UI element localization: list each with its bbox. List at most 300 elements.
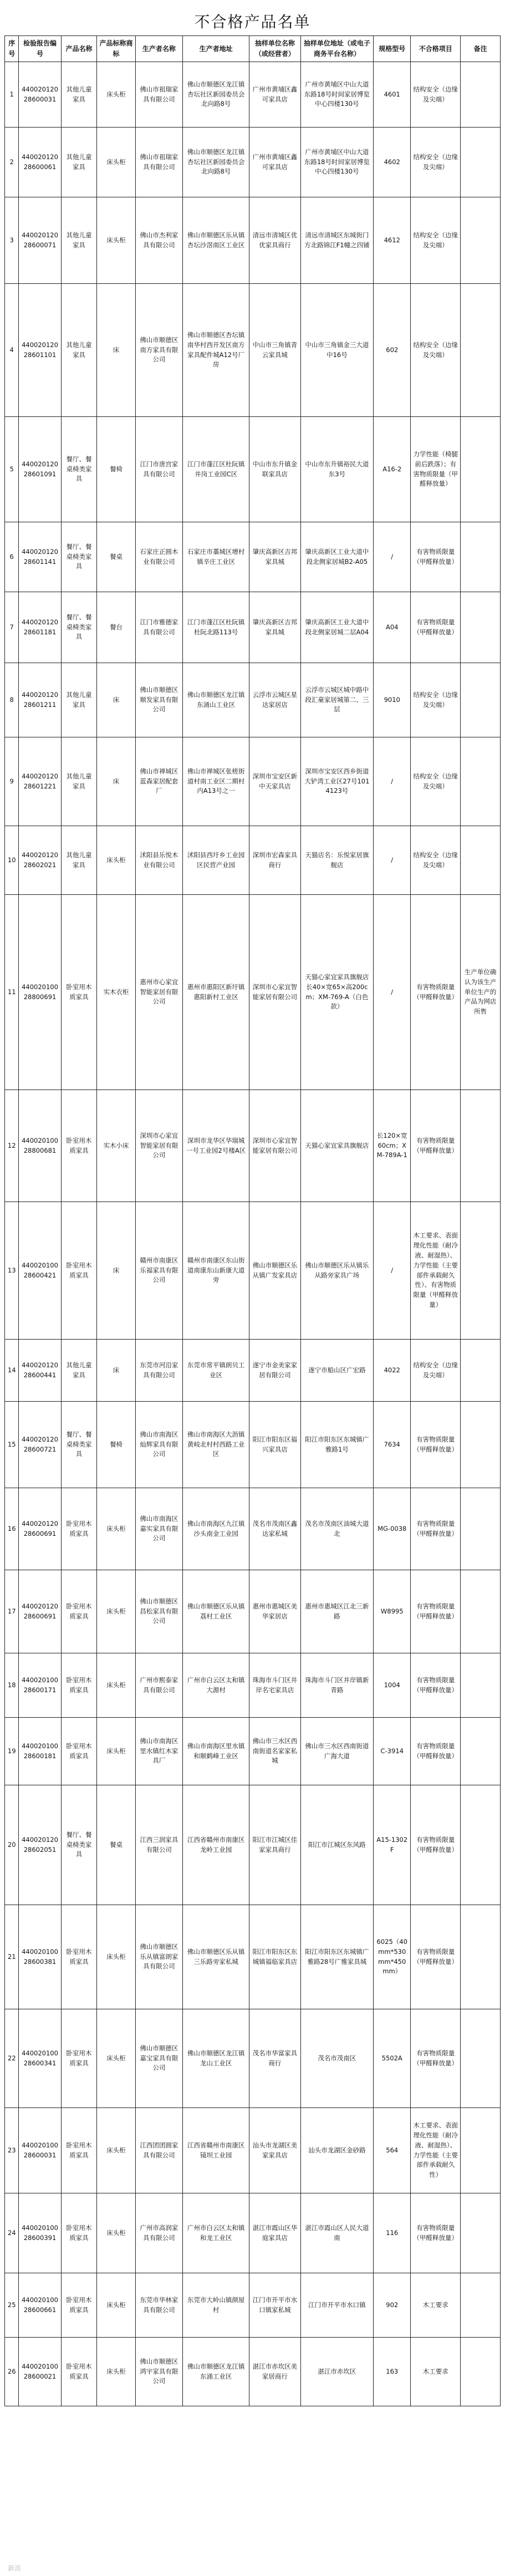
cell-sampled-address: 佛山市顺德区乐从镇乐从路旁家具广场 <box>300 1202 374 1340</box>
cell-failed-items: 有害物质限量（甲醛释放量） <box>411 1905 461 2009</box>
cell-sampled-address: 江门市开平市水口镇 <box>300 2273 374 2338</box>
cell-remarks <box>461 2108 501 2193</box>
cell-remarks <box>461 1718 501 1785</box>
cell-product-name: 餐厅、餐桌椅类家具 <box>61 1785 97 1905</box>
cell-index: 16 <box>5 1488 19 1570</box>
cell-producer-address: 佛山市顺德区龙江镇东涌工业区 <box>183 2338 249 2406</box>
cell-failed-items: 力学性能（椅腿前后跌落）；有害物质限量（甲醛释放量） <box>411 417 461 522</box>
header-report-no: 检验报告编号 <box>19 36 61 62</box>
cell-report-no: 440020100 28600181 <box>19 1718 61 1785</box>
header-index: 序号 <box>5 36 19 62</box>
cell-producer: 广州市熙泰家具有限公司 <box>135 1653 182 1718</box>
table-row <box>5 2273 501 2338</box>
cell-producer: 佛山市祖瑞家具有限公司 <box>135 62 182 128</box>
cell-sampled-unit: 汕头市龙湖区美家家具店 <box>249 2108 300 2193</box>
cell-model: C-3914 <box>374 1718 411 1785</box>
cell-brand: 餐椅 <box>97 417 135 522</box>
header-brand: 产品标称商标 <box>97 36 135 62</box>
cell-remarks <box>461 1340 501 1402</box>
cell-report-no: 440020120 28601141 <box>19 522 61 592</box>
cell-report-no: 440020100 28600171 <box>19 1653 61 1718</box>
cell-failed-items: 有害物质限量（甲醛释放量） <box>411 522 461 592</box>
cell-producer: 佛山市顺德区鸿宇家具有限公司 <box>135 2338 182 2406</box>
cell-remarks <box>461 2273 501 2338</box>
cell-producer: 惠州市心家宜智能家居有限公司 <box>135 895 182 1090</box>
cell-remarks <box>461 1653 501 1718</box>
cell-failed-items: 有害物质限量（甲醛释放量） <box>411 1570 461 1653</box>
cell-remarks <box>461 1402 501 1488</box>
cell-product-name: 卧室用木质家具 <box>61 2108 97 2193</box>
cell-sampled-unit: 深圳市宏森家具商行 <box>249 826 300 895</box>
cell-sampled-address: 茂名市茂南区油城大道北 <box>300 1488 374 1570</box>
header-sampled-unit: 抽样单位名称（或经营者） <box>249 36 300 62</box>
cell-report-no: 440020120 28602051 <box>19 1785 61 1905</box>
cell-model: 9010 <box>374 663 411 737</box>
cell-brand: 餐椅 <box>97 1402 135 1488</box>
header-producer: 生产者名称 <box>135 36 182 62</box>
cell-producer: 佛山市杰利家具有限公司 <box>135 197 182 284</box>
cell-model: 4612 <box>374 197 411 284</box>
cell-sampled-unit: 珠海市斗门区井岸名宅家具店 <box>249 1653 300 1718</box>
cell-model: A04 <box>374 592 411 663</box>
cell-sampled-address: 湛江市霞山区人民大道南 <box>300 2193 374 2273</box>
cell-sampled-unit: 清远市清城区优优家具商行 <box>249 197 300 284</box>
cell-remarks <box>461 1202 501 1340</box>
cell-sampled-unit: 遂宁市金美家家居有限公司 <box>249 1340 300 1402</box>
cell-remarks: 生产单位确认为该生产单位生产的产品为网店所售 <box>461 895 501 1090</box>
cell-model: 7634 <box>374 1402 411 1488</box>
header-product-name: 产品名称 <box>61 36 97 62</box>
cell-producer: 佛山市南海区灿辉家具有限公司 <box>135 1402 182 1488</box>
cell-index: 20 <box>5 1785 19 1905</box>
cell-producer: 佛山市祖瑞家具有限公司 <box>135 128 182 197</box>
cell-product-name: 卧室用木质家具 <box>61 1718 97 1785</box>
cell-sampled-unit: 阳江市阳东区东城镇福临家具店 <box>249 1905 300 2009</box>
table-row <box>5 1488 501 1570</box>
cell-failed-items: 有害物质限量（甲醛释放量） <box>411 1488 461 1570</box>
cell-report-no: 440020120 28602021 <box>19 826 61 895</box>
cell-producer-address: 佛山市顺德区杏坛镇南华村西开发区南方家具配件城A12号厂房 <box>183 284 249 417</box>
cell-producer: 佛山市顺德区乐从镇富朗家具有限公司 <box>135 1905 182 2009</box>
cell-producer-address: 广州市白云区太和镇大源村 <box>183 1653 249 1718</box>
cell-brand: 床头柜 <box>97 2338 135 2406</box>
cell-report-no: 440020100 28600391 <box>19 2193 61 2273</box>
cell-model: MG-0038 <box>374 1488 411 1570</box>
cell-failed-items: 结构安全（边缘及尖端） <box>411 1340 461 1402</box>
cell-failed-items: 有害物质限量（甲醛释放量） <box>411 1718 461 1785</box>
cell-report-no: 440020120 28600691 <box>19 1488 61 1570</box>
cell-producer-address: 佛山市禅城区张槎街道村南工业区二期村内A13号之一 <box>183 737 249 826</box>
table-row <box>5 2338 501 2406</box>
cell-brand: 实木衣柜 <box>97 895 135 1090</box>
cell-model: / <box>374 737 411 826</box>
cell-brand: 床 <box>97 1202 135 1340</box>
cell-index: 11 <box>5 895 19 1090</box>
cell-product-name: 其他儿童家具 <box>61 197 97 284</box>
cell-sampled-address: 广州市黄埔区中山大道东路18号时间家居博览中心四楼130号 <box>300 128 374 197</box>
cell-model: 1004 <box>374 1653 411 1718</box>
cell-report-no: 440020100 28600421 <box>19 1202 61 1340</box>
cell-producer: 广州市高润家具有限公司 <box>135 2193 182 2273</box>
cell-report-no: 440020120 28600071 <box>19 197 61 284</box>
table-row <box>5 826 501 895</box>
cell-model: / <box>374 895 411 1090</box>
table-row <box>5 1402 501 1488</box>
table-row <box>5 1202 501 1340</box>
table-body <box>5 62 501 2406</box>
cell-brand: 床头柜 <box>97 2273 135 2338</box>
cell-product-name: 其他儿童家具 <box>61 284 97 417</box>
cell-sampled-address: 中山市东升镇裕民大道东3号 <box>300 417 374 522</box>
cell-report-no: 440020100 28600341 <box>19 2009 61 2108</box>
table-row <box>5 2193 501 2273</box>
cell-sampled-address: 遂宁市船山区广宏路 <box>300 1340 374 1402</box>
cell-sampled-address: 汕头市龙湖区金砂路 <box>300 2108 374 2193</box>
cell-remarks <box>461 2338 501 2406</box>
cell-report-no: 440020100 28600021 <box>19 2338 61 2406</box>
cell-sampled-address: 云浮市云城区城中路中段汇豪家居城第二、三层 <box>300 663 374 737</box>
table-row <box>5 2009 501 2108</box>
cell-failed-items: 木工要求、表面理化性能（耐冷液、耐湿热）、力学性能（主要部件承载耐久性）、有害物质限量（甲醛释放量） <box>411 1202 461 1340</box>
cell-brand: 床 <box>97 737 135 826</box>
cell-producer-address: 佛山市顺德区乐从镇三乐路旁家私城 <box>183 1905 249 2009</box>
cell-producer-address: 佛山市南海区大沥镇黄岐北村村西路工业区 <box>183 1402 249 1488</box>
cell-producer-address: 东莞市大岭山镇颜屋村 <box>183 2273 249 2338</box>
cell-sampled-address: 肇庆高新区工业大道中段北侧家居城二层A04 <box>300 592 374 663</box>
cell-failed-items: 结构安全（边缘及尖端） <box>411 128 461 197</box>
cell-producer-address: 佛山市顺德区龙江镇龙山工业区 <box>183 2009 249 2108</box>
cell-remarks <box>461 663 501 737</box>
table-row <box>5 1905 501 2009</box>
cell-producer-address: 石家庄市藁城区增村镇辛庄工业区 <box>183 522 249 592</box>
cell-remarks <box>461 592 501 663</box>
cell-report-no: 440020120 28600061 <box>19 128 61 197</box>
cell-failed-items: 有害物质限量（甲醛释放量） <box>411 1653 461 1718</box>
cell-model: W8995 <box>374 1570 411 1653</box>
cell-sampled-unit: 深圳市心家宜智能家居有限公司 <box>249 895 300 1090</box>
cell-index: 25 <box>5 2273 19 2338</box>
table-row <box>5 62 501 128</box>
cell-index: 12 <box>5 1090 19 1202</box>
table-row <box>5 2108 501 2193</box>
cell-index: 9 <box>5 737 19 826</box>
cell-failed-items: 木工要求 <box>411 2338 461 2406</box>
cell-sampled-address: 茂名市茂南区 <box>300 2009 374 2108</box>
header-failed-items: 不合格项目 <box>411 36 461 62</box>
cell-sampled-unit: 江门市开平市水口镇家私城 <box>249 2273 300 2338</box>
cell-producer: 江西团团圆家具有限公司 <box>135 2108 182 2193</box>
cell-sampled-unit: 湛江市霞山区华庭家具店 <box>249 2193 300 2273</box>
header-sampled-address: 抽样单位地址（或电子商务平台名称） <box>300 36 374 62</box>
cell-sampled-unit: 佛山市顺德区乐从镇广发家具店 <box>249 1202 300 1340</box>
cell-model: 4601 <box>374 62 411 128</box>
cell-model: 602 <box>374 284 411 417</box>
cell-product-name: 其他儿童家具 <box>61 1340 97 1402</box>
cell-sampled-address: 天猫心家宜家具旗舰店 <box>300 1090 374 1202</box>
table-row <box>5 1570 501 1653</box>
cell-brand: 床头柜 <box>97 197 135 284</box>
cell-remarks <box>461 1905 501 2009</box>
cell-producer: 江门市雅德家具有限公司 <box>135 592 182 663</box>
cell-model: 116 <box>374 2193 411 2273</box>
cell-producer-address: 佛山市顺德区龙江镇杏坛社区新园委员会北向路8号 <box>183 62 249 128</box>
cell-report-no: 440020120 28600721 <box>19 1402 61 1488</box>
cell-report-no: 440020120 28600441 <box>19 1340 61 1402</box>
cell-sampled-unit: 湛江市赤坎区美家居商行 <box>249 2338 300 2406</box>
cell-product-name: 其他儿童家具 <box>61 826 97 895</box>
cell-index: 24 <box>5 2193 19 2273</box>
cell-index: 3 <box>5 197 19 284</box>
cell-failed-items: 结构安全（边缘及尖端） <box>411 62 461 128</box>
cell-report-no: 440020120 28601091 <box>19 417 61 522</box>
cell-failed-items: 有害物质限量（甲醛释放量） <box>411 2009 461 2108</box>
cell-producer: 沭阳县乐悦木业有限公司 <box>135 826 182 895</box>
cell-product-name: 餐厅、餐桌椅类家具 <box>61 522 97 592</box>
cell-report-no: 440020120 28600031 <box>19 62 61 128</box>
cell-model: 163 <box>374 2338 411 2406</box>
cell-failed-items: 有害物质限量（甲醛释放量） <box>411 1402 461 1488</box>
cell-index: 13 <box>5 1202 19 1340</box>
cell-brand: 床头柜 <box>97 2108 135 2193</box>
cell-sampled-address: 阳江市阳东区东城镇广雅路1号 <box>300 1402 374 1488</box>
cell-report-no: 440020100 28600381 <box>19 1905 61 2009</box>
cell-producer-address: 惠州市惠阳区新圩镇惠阳新村工业区 <box>183 895 249 1090</box>
table-row <box>5 1340 501 1402</box>
cell-report-no: 440020100 28800691 <box>19 895 61 1090</box>
cell-brand: 床头柜 <box>97 2193 135 2273</box>
cell-producer: 佛山市顺德区南方家具有限公司 <box>135 284 182 417</box>
cell-model: / <box>374 1202 411 1340</box>
cell-failed-items: 有害物质限量（甲醛释放量） <box>411 2193 461 2273</box>
cell-product-name: 卧室用木质家具 <box>61 2009 97 2108</box>
cell-product-name: 餐厅、餐桌椅类家具 <box>61 417 97 522</box>
cell-brand: 床头柜 <box>97 2009 135 2108</box>
cell-product-name: 卧室用木质家具 <box>61 1488 97 1570</box>
cell-producer: 深圳市心家宜智能家居有限公司 <box>135 1090 182 1202</box>
cell-brand: 床头柜 <box>97 1718 135 1785</box>
cell-report-no: 440020120 28601221 <box>19 737 61 826</box>
header-producer-address: 生产者地址 <box>183 36 249 62</box>
cell-failed-items: 有害物质限量（甲醛释放量） <box>411 592 461 663</box>
cell-product-name: 卧室用木质家具 <box>61 2273 97 2338</box>
cell-product-name: 其他儿童家具 <box>61 62 97 128</box>
cell-remarks <box>461 1488 501 1570</box>
cell-brand: 床 <box>97 1340 135 1402</box>
cell-brand: 餐台 <box>97 592 135 663</box>
cell-sampled-address: 天猫店名：乐悦家居旗舰店 <box>300 826 374 895</box>
cell-failed-items: 结构安全（边缘及尖端） <box>411 197 461 284</box>
table-row <box>5 417 501 522</box>
table-row <box>5 737 501 826</box>
cell-sampled-address: 天猫心家宜家具旗舰店 长40×宽65×高200cm；XM-769-A（白色款） <box>300 895 374 1090</box>
cell-producer: 佛山市顺德区昌松家具有限公司 <box>135 1570 182 1653</box>
cell-report-no: 440020120 28601101 <box>19 284 61 417</box>
table-row <box>5 128 501 197</box>
cell-sampled-unit: 肇庆高新区吉邦家具城 <box>249 592 300 663</box>
cell-product-name: 其他儿童家具 <box>61 128 97 197</box>
cell-sampled-unit: 深圳市心家宜智能家居有限公司 <box>249 1090 300 1202</box>
cell-index: 23 <box>5 2108 19 2193</box>
cell-report-no: 440020120 28601181 <box>19 592 61 663</box>
cell-index: 18 <box>5 1653 19 1718</box>
cell-model: 4022 <box>374 1340 411 1402</box>
cell-brand: 床头柜 <box>97 62 135 128</box>
cell-index: 4 <box>5 284 19 417</box>
table-row <box>5 895 501 1090</box>
table-row <box>5 592 501 663</box>
cell-producer-address: 江西省赣州市南康区镜坝工业园 <box>183 2108 249 2193</box>
cell-sampled-unit: 肇庆高新区吉邦家具城 <box>249 522 300 592</box>
cell-producer-address: 江门市蓬江区杜阮镇井岗工业园C区 <box>183 417 249 522</box>
cell-brand: 床 <box>97 663 135 737</box>
cell-failed-items: 结构安全（边缘及尖端） <box>411 826 461 895</box>
table-row <box>5 284 501 417</box>
cell-sampled-address: 深圳市宝安区西乡街道大铲湾工业区27号1014123号 <box>300 737 374 826</box>
cell-report-no: 440020120 28600691 <box>19 1570 61 1653</box>
cell-remarks <box>461 1570 501 1653</box>
cell-report-no: 440020100 28600661 <box>19 2273 61 2338</box>
header-model: 规格型号 <box>374 36 411 62</box>
cell-sampled-unit: 中山市东升镇金联家具店 <box>249 417 300 522</box>
cell-report-no: 440020100 28600031 <box>19 2108 61 2193</box>
cell-failed-items: 有害物质限量（甲醛释放量） <box>411 1090 461 1202</box>
cell-index: 17 <box>5 1570 19 1653</box>
cell-sampled-unit: 云浮市云城区星达家居店 <box>249 663 300 737</box>
table-row <box>5 1718 501 1785</box>
cell-index: 5 <box>5 417 19 522</box>
cell-model: 长120×宽60cm；XM-789A-1 <box>374 1090 411 1202</box>
cell-sampled-address: 珠海市斗门区井岸镇新青路 <box>300 1653 374 1718</box>
cell-model: 6025（40mm*530mm*450mm） <box>374 1905 411 2009</box>
cell-index: 15 <box>5 1402 19 1488</box>
cell-sampled-unit: 阳江市江城区佳家家具商行 <box>249 1785 300 1905</box>
cell-product-name: 卧室用木质家具 <box>61 1653 97 1718</box>
cell-product-name: 卧室用木质家具 <box>61 1202 97 1340</box>
cell-failed-items: 木工要求 <box>411 2273 461 2338</box>
cell-producer: 江门市唐宫家具有限公司 <box>135 417 182 522</box>
cell-brand: 床头柜 <box>97 1905 135 2009</box>
cell-remarks <box>461 826 501 895</box>
cell-product-name: 其他儿童家具 <box>61 663 97 737</box>
cell-brand: 床头柜 <box>97 1488 135 1570</box>
cell-producer-address: 佛山市顺德区乐从镇荔村工业区 <box>183 1570 249 1653</box>
cell-producer: 佛山市南海区里水镇红木家具厂 <box>135 1718 182 1785</box>
cell-brand: 床头柜 <box>97 826 135 895</box>
cell-producer-address: 江西省赣州市南康区龙岭工业园 <box>183 1785 249 1905</box>
cell-model: 4602 <box>374 128 411 197</box>
cell-sampled-unit: 茂名市茂南区鑫达家私城 <box>249 1488 300 1570</box>
table-row <box>5 663 501 737</box>
cell-model: / <box>374 522 411 592</box>
cell-index: 7 <box>5 592 19 663</box>
watermark-text: 新浪 <box>8 2564 22 2572</box>
cell-sampled-address: 佛山市三水区西南街道广海大道 <box>300 1718 374 1785</box>
cell-producer-address: 江门市蓬江区杜阮镇杜阮北路113号 <box>183 592 249 663</box>
table-row <box>5 522 501 592</box>
cell-brand: 餐桌 <box>97 522 135 592</box>
cell-producer: 石家庄正圆木业有限公司 <box>135 522 182 592</box>
cell-sampled-unit: 茂名市华富家具商行 <box>249 2009 300 2108</box>
cell-producer-address: 佛山市南海区九江镇沙头南金工业园 <box>183 1488 249 1570</box>
cell-failed-items: 结构安全（边缘及尖端） <box>411 737 461 826</box>
cell-index: 1 <box>5 62 19 128</box>
cell-model: A16-2 <box>374 417 411 522</box>
cell-brand: 床头柜 <box>97 1653 135 1718</box>
cell-model: 564 <box>374 2108 411 2193</box>
cell-index: 6 <box>5 522 19 592</box>
cell-product-name: 餐厅、餐桌椅类家具 <box>61 592 97 663</box>
cell-brand: 床头柜 <box>97 128 135 197</box>
cell-sampled-address: 惠州市惠城区江北三新路 <box>300 1570 374 1653</box>
cell-sampled-unit: 中山市三角镇青云家具城 <box>249 284 300 417</box>
cell-remarks <box>461 2193 501 2273</box>
cell-producer: 佛山市顺德区顺发家具有限公司 <box>135 663 182 737</box>
cell-index: 8 <box>5 663 19 737</box>
cell-remarks <box>461 1785 501 1905</box>
cell-sampled-unit: 深圳市宝安区新中天家具店 <box>249 737 300 826</box>
table-header-row <box>5 36 501 62</box>
cell-index: 26 <box>5 2338 19 2406</box>
cell-remarks <box>461 417 501 522</box>
cell-remarks <box>461 737 501 826</box>
cell-producer: 赣州市南康区乐福家具有限公司 <box>135 1202 182 1340</box>
cell-sampled-address: 阳江市阳东区东城镇广雅路28号广雅家具城 <box>300 1905 374 2009</box>
cell-product-name: 卧室用木质家具 <box>61 2338 97 2406</box>
cell-sampled-address: 阳江市江城区东风路 <box>300 1785 374 1905</box>
cell-remarks <box>461 2009 501 2108</box>
cell-producer: 佛山市禅城区蓝森家居配套厂 <box>135 737 182 826</box>
cell-producer: 佛山市顺德区嘉宝家具有限公司 <box>135 2009 182 2108</box>
cell-sampled-address: 清远市清城区东城街门方北路锦江F1幢之四铺 <box>300 197 374 284</box>
cell-producer-address: 佛山市南海区里水镇和顺鹤峰工业区 <box>183 1718 249 1785</box>
cell-producer: 江西三润家具有限公司 <box>135 1785 182 1905</box>
cell-brand: 床头柜 <box>97 1570 135 1653</box>
cell-failed-items: 木工要求、表面理化性能（耐冷液、耐湿热）、力学性能（主要部件承载耐久性） <box>411 2108 461 2193</box>
cell-failed-items: 有害物质限量（甲醛释放量） <box>411 1785 461 1905</box>
cell-index: 10 <box>5 826 19 895</box>
cell-producer-address: 深圳市龙华区华瑞城一号工业园2号楼A区 <box>183 1090 249 1202</box>
cell-index: 19 <box>5 1718 19 1785</box>
cell-producer: 佛山市南海区嘉实家具有限公司 <box>135 1488 182 1570</box>
cell-failed-items: 结构安全（边缘及尖端） <box>411 284 461 417</box>
cell-producer-address: 沭阳县西圩乡工业园区民营产业园 <box>183 826 249 895</box>
cell-model: A15-1302F <box>374 1785 411 1905</box>
cell-producer-address: 东莞市常平镇朗贝工业区 <box>183 1340 249 1402</box>
cell-remarks <box>461 284 501 417</box>
cell-sampled-address: 肇庆高新区工业大道中段北侧家居城B2-A05 <box>300 522 374 592</box>
cell-sampled-address: 广州市黄埔区中山大道东路18号时间家居博览中心四楼130号 <box>300 62 374 128</box>
cell-index: 22 <box>5 2009 19 2108</box>
cell-index: 14 <box>5 1340 19 1402</box>
cell-failed-items: 有害物质限量（甲醛释放量） <box>411 895 461 1090</box>
cell-producer: 东莞市河沿家具有限公司 <box>135 1340 182 1402</box>
cell-product-name: 其他儿童家具 <box>61 737 97 826</box>
cell-product-name: 餐厅、餐桌椅类家具 <box>61 1402 97 1488</box>
cell-failed-items: 结构安全（边缘及尖端） <box>411 663 461 737</box>
cell-sampled-unit: 惠州市惠城区美华家居店 <box>249 1570 300 1653</box>
cell-remarks <box>461 128 501 197</box>
cell-brand: 实木小床 <box>97 1090 135 1202</box>
cell-sampled-unit: 佛山市三水区西南街道名家家私城 <box>249 1718 300 1785</box>
table-row <box>5 1090 501 1202</box>
cell-model: 5502A <box>374 2009 411 2108</box>
cell-model: 902 <box>374 2273 411 2338</box>
cell-producer-address: 佛山市顺德区龙江镇东涌山工业区 <box>183 663 249 737</box>
cell-report-no: 440020100 28800681 <box>19 1090 61 1202</box>
cell-report-no: 440020120 28601211 <box>19 663 61 737</box>
cell-sampled-unit: 广州市黄埔区鑫可家具店 <box>249 128 300 197</box>
table-row <box>5 197 501 284</box>
